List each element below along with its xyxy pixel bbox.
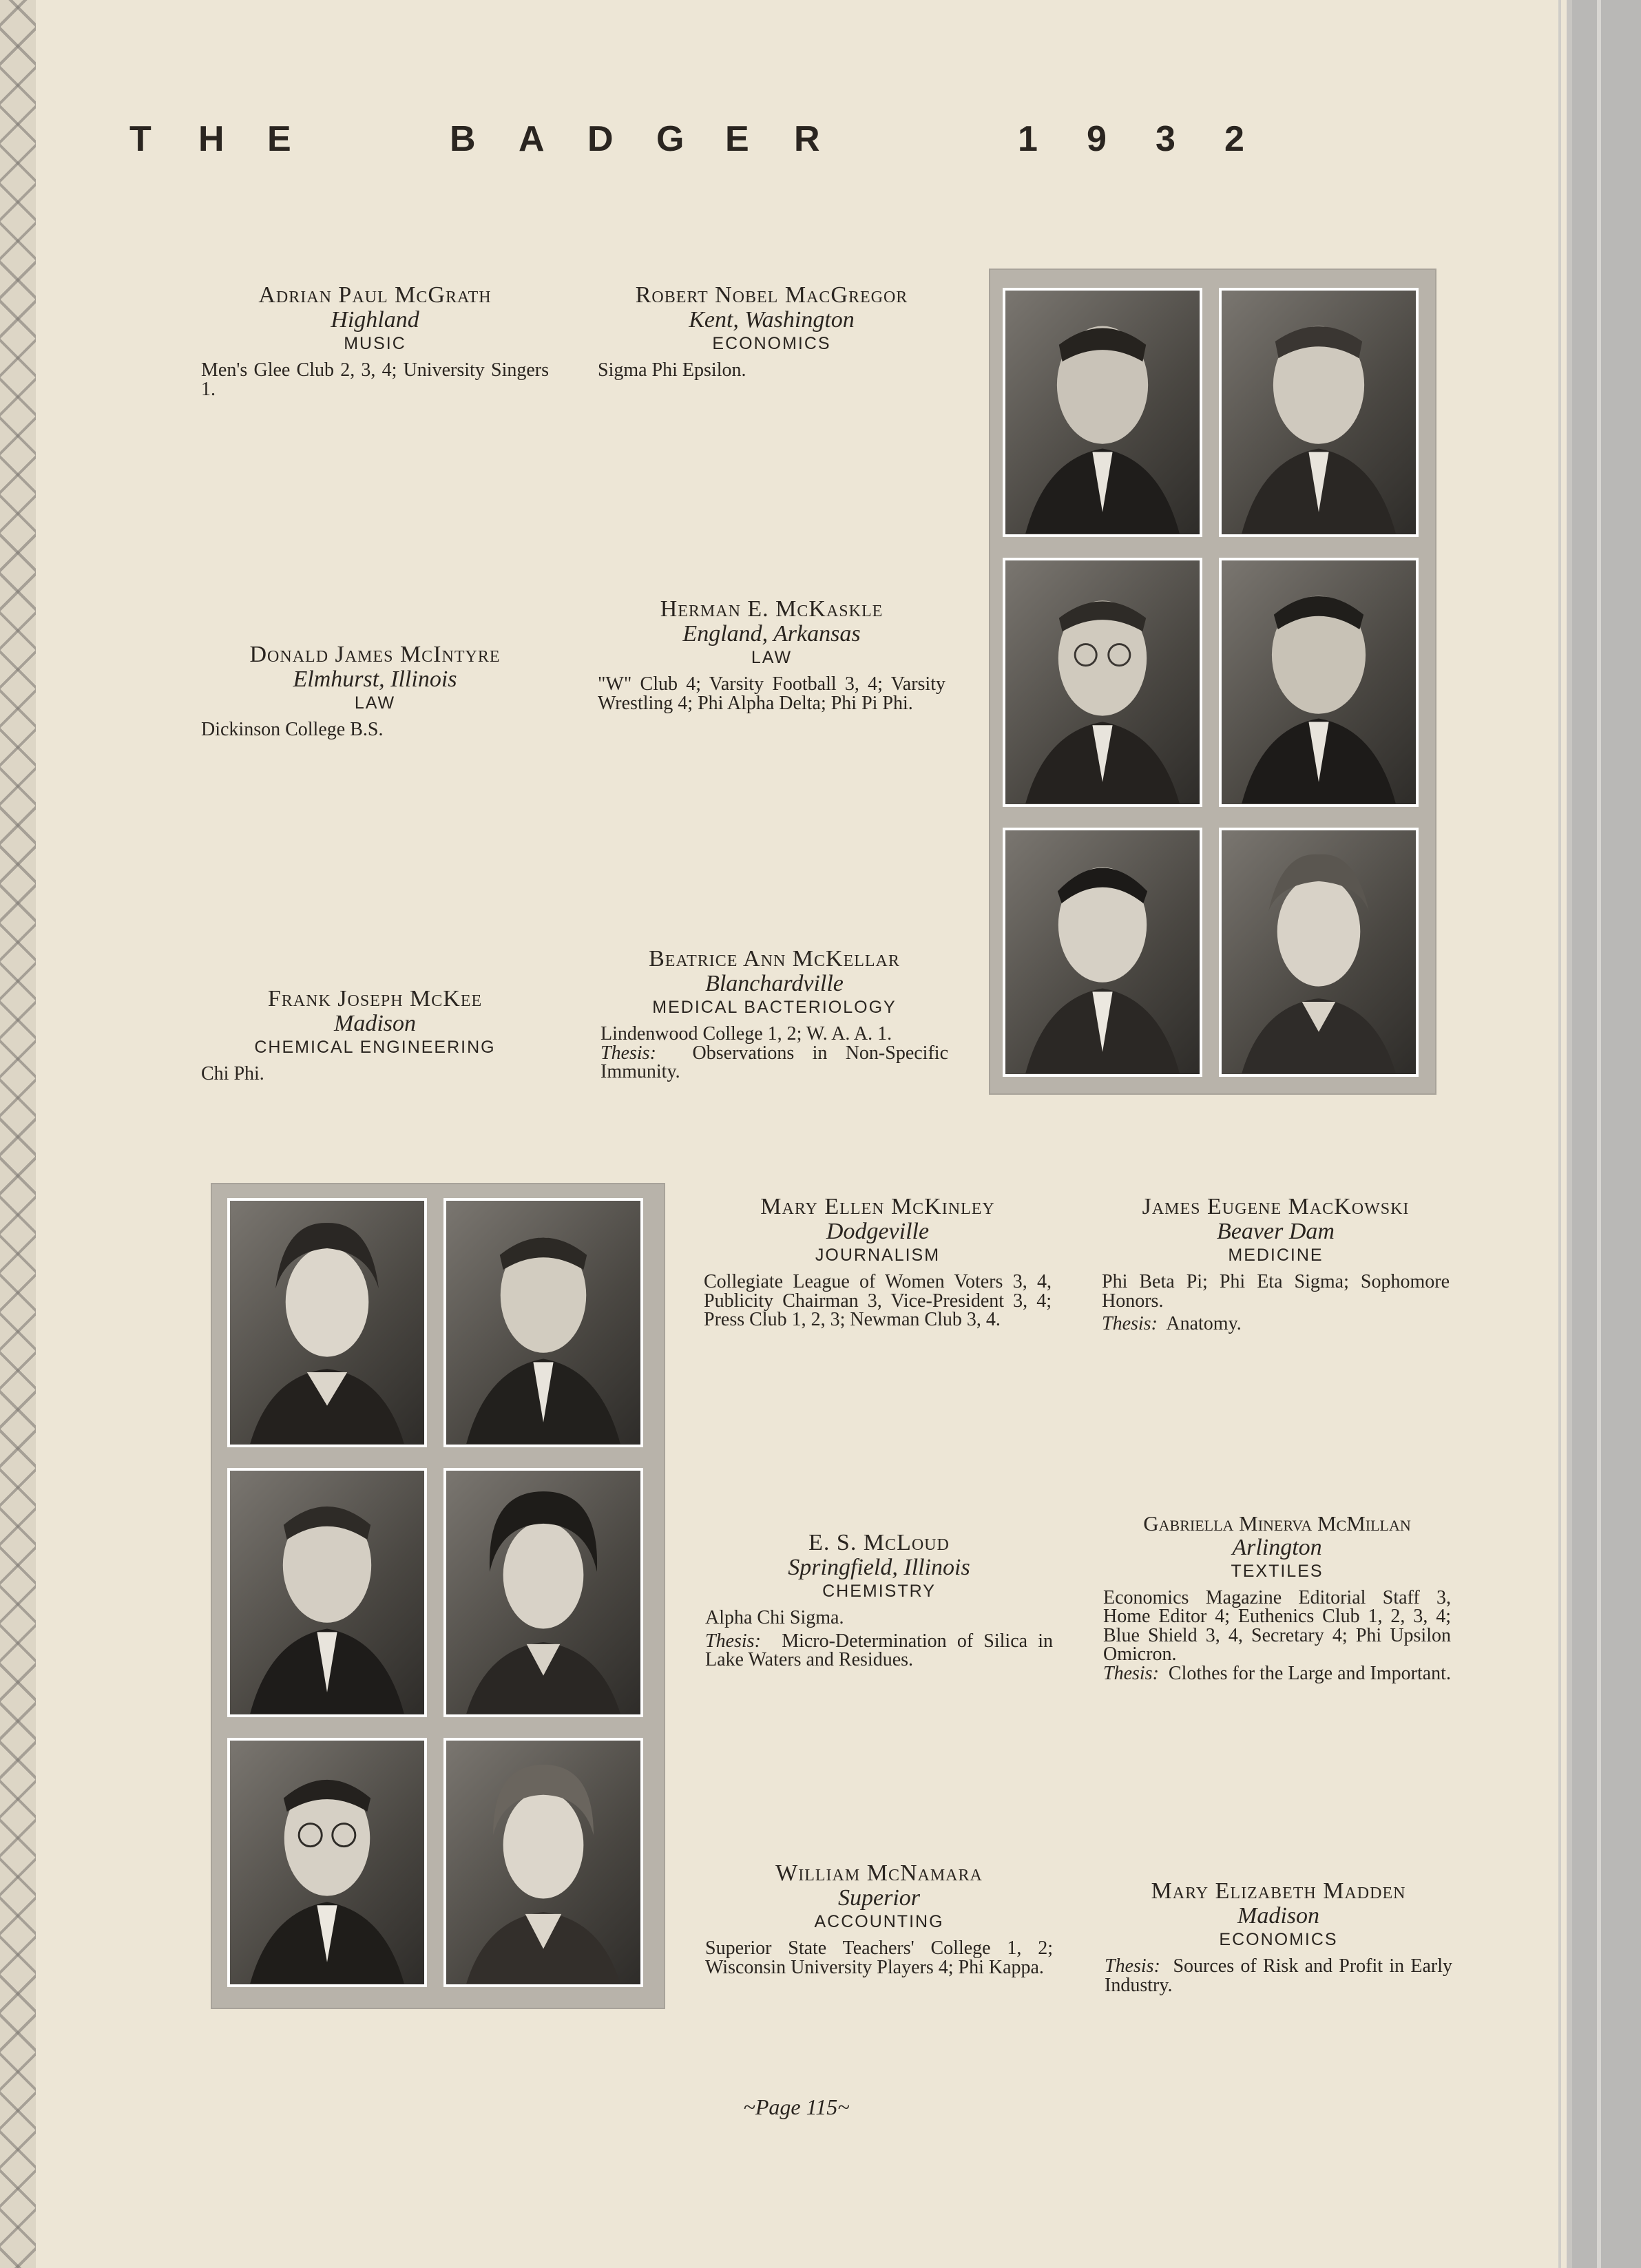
student-entry bbox=[1102, 1194, 1450, 1333]
student-entry bbox=[201, 282, 549, 399]
student-activities: Lindenwood College 1, 2; W. A. A. 1. bbox=[600, 1023, 892, 1045]
student-activities: Economics Magazine Editorial Staff 3, Home Editor 4; Euthenics Club 1, 2, 3, 4; Blue Shield 3, 4, Secretary 4; Phi Upsilon Omicron. bbox=[1103, 1586, 1451, 1666]
student-entry bbox=[704, 1194, 1052, 1329]
student-department: MEDICINE bbox=[1228, 1246, 1324, 1266]
header-digit: 2 bbox=[1224, 119, 1244, 159]
student-entry bbox=[598, 596, 945, 713]
header-letter: R bbox=[794, 119, 820, 159]
student-thesis bbox=[1105, 1957, 1452, 1995]
portrait-photo bbox=[227, 1468, 427, 1717]
student-thesis bbox=[1103, 1664, 1451, 1683]
student-hometown: Superior bbox=[838, 1885, 920, 1911]
thesis-label: Thesis: bbox=[600, 1042, 656, 1064]
student-entry bbox=[705, 1530, 1053, 1669]
student-name: Herman E. McKaskle bbox=[660, 596, 884, 622]
header-letter: A bbox=[519, 119, 545, 159]
student-entry bbox=[201, 642, 549, 739]
student-hometown: Blanchardville bbox=[705, 971, 844, 997]
header-digit: 9 bbox=[1087, 119, 1107, 159]
header-digit: 3 bbox=[1156, 119, 1175, 159]
student-name: Mary Elizabeth Madden bbox=[1151, 1878, 1406, 1904]
student-name: Donald James McIntyre bbox=[249, 642, 501, 667]
portrait-figure bbox=[1005, 560, 1200, 804]
student-hometown: Arlington bbox=[1232, 1535, 1322, 1561]
thesis-title: Anatomy. bbox=[1166, 1312, 1242, 1334]
student-hometown: Elmhurst, Illinois bbox=[293, 666, 457, 693]
student-activities: Chi Phi. bbox=[201, 1063, 264, 1085]
portrait-figure bbox=[446, 1471, 640, 1714]
portrait-photo bbox=[443, 1738, 643, 1987]
portrait-figure bbox=[446, 1201, 640, 1445]
decorative-left-border bbox=[0, 0, 36, 2268]
portrait-photo bbox=[227, 1198, 427, 1447]
header-digit: 1 bbox=[1018, 119, 1038, 159]
student-department: CHEMICAL ENGINEERING bbox=[254, 1038, 496, 1058]
student-department: ECONOMICS bbox=[1219, 1930, 1338, 1950]
student-name: Robert Nobel MacGregor bbox=[635, 282, 908, 308]
thesis-title: Micro-Determination of Silica in Lake Waters and Residues. bbox=[705, 1630, 1053, 1670]
student-hometown: Beaver Dam bbox=[1217, 1219, 1335, 1245]
portrait-figure bbox=[230, 1201, 424, 1445]
header-year bbox=[1018, 118, 1293, 160]
student-activities: Men's Glee Club 2, 3, 4; University Singers 1. bbox=[201, 359, 549, 400]
portrait-figure bbox=[1222, 560, 1416, 804]
student-name: Mary Ellen McKinley bbox=[760, 1194, 995, 1219]
student-hometown: Madison bbox=[1237, 1903, 1319, 1929]
student-activities: "W" Club 4; Varsity Football 3, 4; Varsity Wrestling 4; Phi Alpha Delta; Phi Pi Phi. bbox=[598, 673, 945, 714]
decorative-rule bbox=[1597, 0, 1601, 2268]
student-department: LAW bbox=[751, 648, 793, 668]
student-department: TEXTILES bbox=[1231, 1561, 1324, 1581]
portrait-photo bbox=[1219, 288, 1419, 537]
decorative-rule bbox=[1558, 0, 1561, 2268]
student-name: Frank Joseph McKee bbox=[267, 986, 483, 1011]
portrait-figure bbox=[1005, 291, 1200, 534]
portrait-photo bbox=[1219, 558, 1419, 807]
portrait-figure bbox=[230, 1471, 424, 1714]
student-name: Beatrice Ann McKellar bbox=[649, 946, 900, 972]
portrait-figure bbox=[1222, 291, 1416, 534]
portrait-figure bbox=[230, 1741, 424, 1984]
page-edge bbox=[1572, 0, 1641, 2268]
student-name: William McNamara bbox=[775, 1860, 983, 1886]
thesis-label: Thesis: bbox=[1102, 1312, 1158, 1334]
student-name: James Eugene MacKowski bbox=[1142, 1194, 1410, 1219]
student-activities: Phi Beta Pi; Phi Eta Sigma; Sophomore Honors. bbox=[1102, 1271, 1450, 1312]
student-entry bbox=[1103, 1512, 1451, 1683]
thesis-label: Thesis: bbox=[1103, 1662, 1159, 1684]
student-hometown: Springfield, Illinois bbox=[788, 1555, 970, 1581]
student-hometown: Dodgeville bbox=[826, 1219, 930, 1245]
page-header bbox=[129, 118, 1293, 160]
student-thesis bbox=[705, 1632, 1053, 1670]
student-department: JOURNALISM bbox=[815, 1246, 941, 1266]
thesis-title: Observations in Non-Specific Immunity. bbox=[600, 1042, 948, 1082]
student-activities: Alpha Chi Sigma. bbox=[705, 1607, 844, 1629]
student-department: MEDICAL BACTERIOLOGY bbox=[652, 998, 897, 1018]
student-activities: Sigma Phi Epsilon. bbox=[598, 359, 746, 381]
student-entry bbox=[1105, 1878, 1452, 1995]
portrait-photo bbox=[443, 1468, 643, 1717]
header-letter: E bbox=[725, 119, 749, 159]
student-name: E. S. McLoud bbox=[808, 1530, 950, 1555]
student-name: Gabriella Minerva McMillan bbox=[1143, 1511, 1411, 1535]
header-letter: G bbox=[656, 119, 684, 159]
student-department: MUSIC bbox=[344, 334, 406, 354]
student-entry bbox=[201, 986, 549, 1084]
header-letter: T bbox=[129, 119, 151, 159]
portrait-photo bbox=[1219, 828, 1419, 1077]
thesis-title: Clothes for the Large and Important. bbox=[1168, 1662, 1451, 1684]
header-title bbox=[129, 118, 863, 160]
thesis-title: Sources of Risk and Profit in Early Industry. bbox=[1105, 1955, 1453, 1996]
student-department: CHEMISTRY bbox=[822, 1582, 936, 1602]
student-activities: Collegiate League of Women Voters 3, 4, Publicity Chairman 3, Vice-President 3, 4; Press Club 1, 2, 3; Newman Club 3, 4. bbox=[704, 1271, 1052, 1330]
header-letter: D bbox=[587, 119, 614, 159]
student-entry bbox=[598, 282, 945, 380]
student-hometown: Kent, Washington bbox=[689, 307, 855, 333]
portrait-panel bbox=[989, 269, 1436, 1095]
portrait-figure bbox=[1222, 830, 1416, 1074]
student-entry bbox=[705, 1860, 1053, 1977]
student-hometown: Madison bbox=[334, 1011, 416, 1037]
student-hometown: England, Arkansas bbox=[682, 621, 861, 647]
portrait-photo bbox=[443, 1198, 643, 1447]
student-thesis bbox=[1102, 1314, 1450, 1333]
header-letter: B bbox=[450, 119, 476, 159]
student-thesis bbox=[600, 1044, 948, 1082]
thesis-label: Thesis: bbox=[705, 1630, 761, 1652]
student-activities: Dickinson College B.S. bbox=[201, 719, 384, 741]
portrait-photo bbox=[1003, 828, 1202, 1077]
student-department: LAW bbox=[354, 693, 396, 713]
portrait-photo bbox=[227, 1738, 427, 1987]
student-department: ECONOMICS bbox=[712, 334, 831, 354]
header-letter: H bbox=[198, 119, 224, 159]
student-entry bbox=[600, 946, 948, 1081]
portrait-photo bbox=[1003, 288, 1202, 537]
page-footer bbox=[0, 2094, 1641, 2120]
student-hometown: Highland bbox=[331, 307, 419, 333]
decorative-rule bbox=[1567, 0, 1572, 2268]
portrait-photo bbox=[1003, 558, 1202, 807]
portrait-figure bbox=[446, 1741, 640, 1984]
student-activities: Superior State Teachers' College 1, 2; Wisconsin University Players 4; Phi Kappa. bbox=[705, 1938, 1053, 1978]
portrait-panel bbox=[211, 1183, 665, 2009]
thesis-label: Thesis: bbox=[1105, 1955, 1160, 1977]
student-department: ACCOUNTING bbox=[814, 1912, 944, 1932]
page-number: ~Page 115~ bbox=[743, 2094, 850, 2119]
portrait-figure bbox=[1005, 830, 1200, 1074]
header-letter: E bbox=[267, 119, 291, 159]
student-name: Adrian Paul McGrath bbox=[258, 282, 492, 308]
